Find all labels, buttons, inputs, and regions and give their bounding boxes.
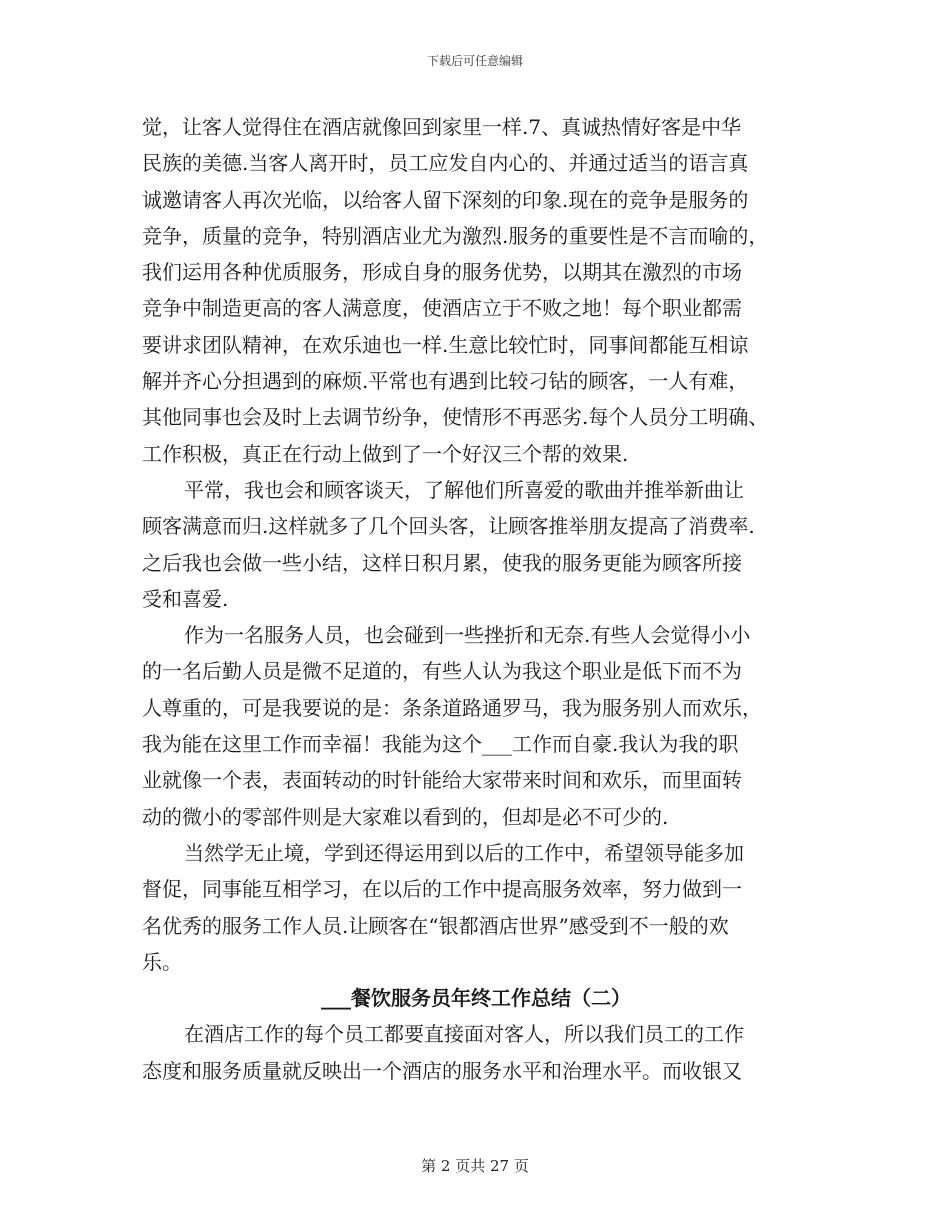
text-line: 之后我也会做一些小结，这样日积月累，使我的服务更能为顾客所接	[142, 550, 742, 575]
text-line: 人尊重的，可是我要说的是：条条道路通罗马，我为服务别人而欢乐，	[142, 695, 762, 720]
document-body	[142, 109, 810, 1089]
text-line: 动的微小的零部件则是大家难以看到的，但却是必不可少的.	[142, 804, 669, 829]
text-line: 其他同事也会及时上去调节纷争，使情形不再恶劣.每个人员分工明确、	[142, 405, 769, 430]
text-line: 我们运用各种优质服务，形成自身的服务优势，以期其在激烈的市场	[142, 260, 742, 285]
text-line: 工作积极，真正在行动上做到了一个好汉三个帮的效果.	[142, 441, 629, 466]
text-line: 态度和服务质量就反映出一个酒店的服务水平和治理水平。而收银又	[142, 1058, 742, 1083]
text-line: 受和喜爱.	[142, 586, 229, 611]
text-line: 督促，同事能互相学习，在以后的工作中提高服务效率，努力做到一	[142, 877, 742, 902]
text-line: 作为一名服务人员，也会碰到一些挫折和无奈.有些人会觉得小小	[184, 623, 751, 648]
text-line: 诚邀请客人再次光临，以给客人留下深刻的印象.现在的竞争是服务的	[142, 187, 749, 212]
page-header: 下载后可任意编辑	[426, 54, 523, 68]
text-line: 我为能在这里工作而幸福！我能为这个___工作而自豪.我认为我的职	[142, 732, 739, 757]
text-line: 业就像一个表，表面转动的时针能给大家带来时间和欢乐，而里面转	[142, 768, 742, 793]
text-line: 觉，让客人觉得住在酒店就像回到家里一样.7、真诚热情好客是中华	[142, 115, 742, 139]
text-line: 平常，我也会和顾客谈天，了解他们所喜爱的歌曲并推举新曲让	[184, 477, 744, 502]
text-line: 要讲求团队精神，在欢乐迪也一样.生意比较忙时，同事间都能互相谅	[142, 332, 749, 357]
section-heading: ___餐饮服务员年终工作总结（二）	[321, 986, 631, 1011]
text-line: 竞争中制造更高的客人满意度，使酒店立于不败之地！每个职业都需	[142, 296, 742, 321]
text-line: 在酒店工作的每个员工都要直接面对客人，所以我们员工的工作	[184, 1022, 744, 1047]
text-line: 的一名后勤人员是微不足道的，有些人认为我这个职业是低下而不为	[142, 659, 742, 684]
text-line: 解并齐心分担遇到的麻烦.平常也有遇到比较刁钻的顾客，一人有难，	[142, 369, 749, 394]
text-line: 顾客满意而归.这样就多了几个回头客，让顾客推举朋友提高了消费率.	[142, 514, 755, 539]
text-line: 竞争，质量的竞争，特别酒店业尤为激烈.服务的重要性是不言而喻的，	[142, 223, 769, 248]
text-line: 乐。	[142, 949, 182, 974]
text-line: 名优秀的服务工作人员.让顾客在“银都酒店世界”感受到不一般的欢	[142, 913, 729, 938]
text-line: 民族的美德.当客人离开时，员工应发自内心的、并通过适当的语言真	[142, 151, 749, 176]
page-number: 第 2 页共 27 页	[421, 1157, 529, 1175]
text-line: 当然学无止境，学到还得运用到以后的工作中，希望领导能多加	[184, 840, 744, 865]
